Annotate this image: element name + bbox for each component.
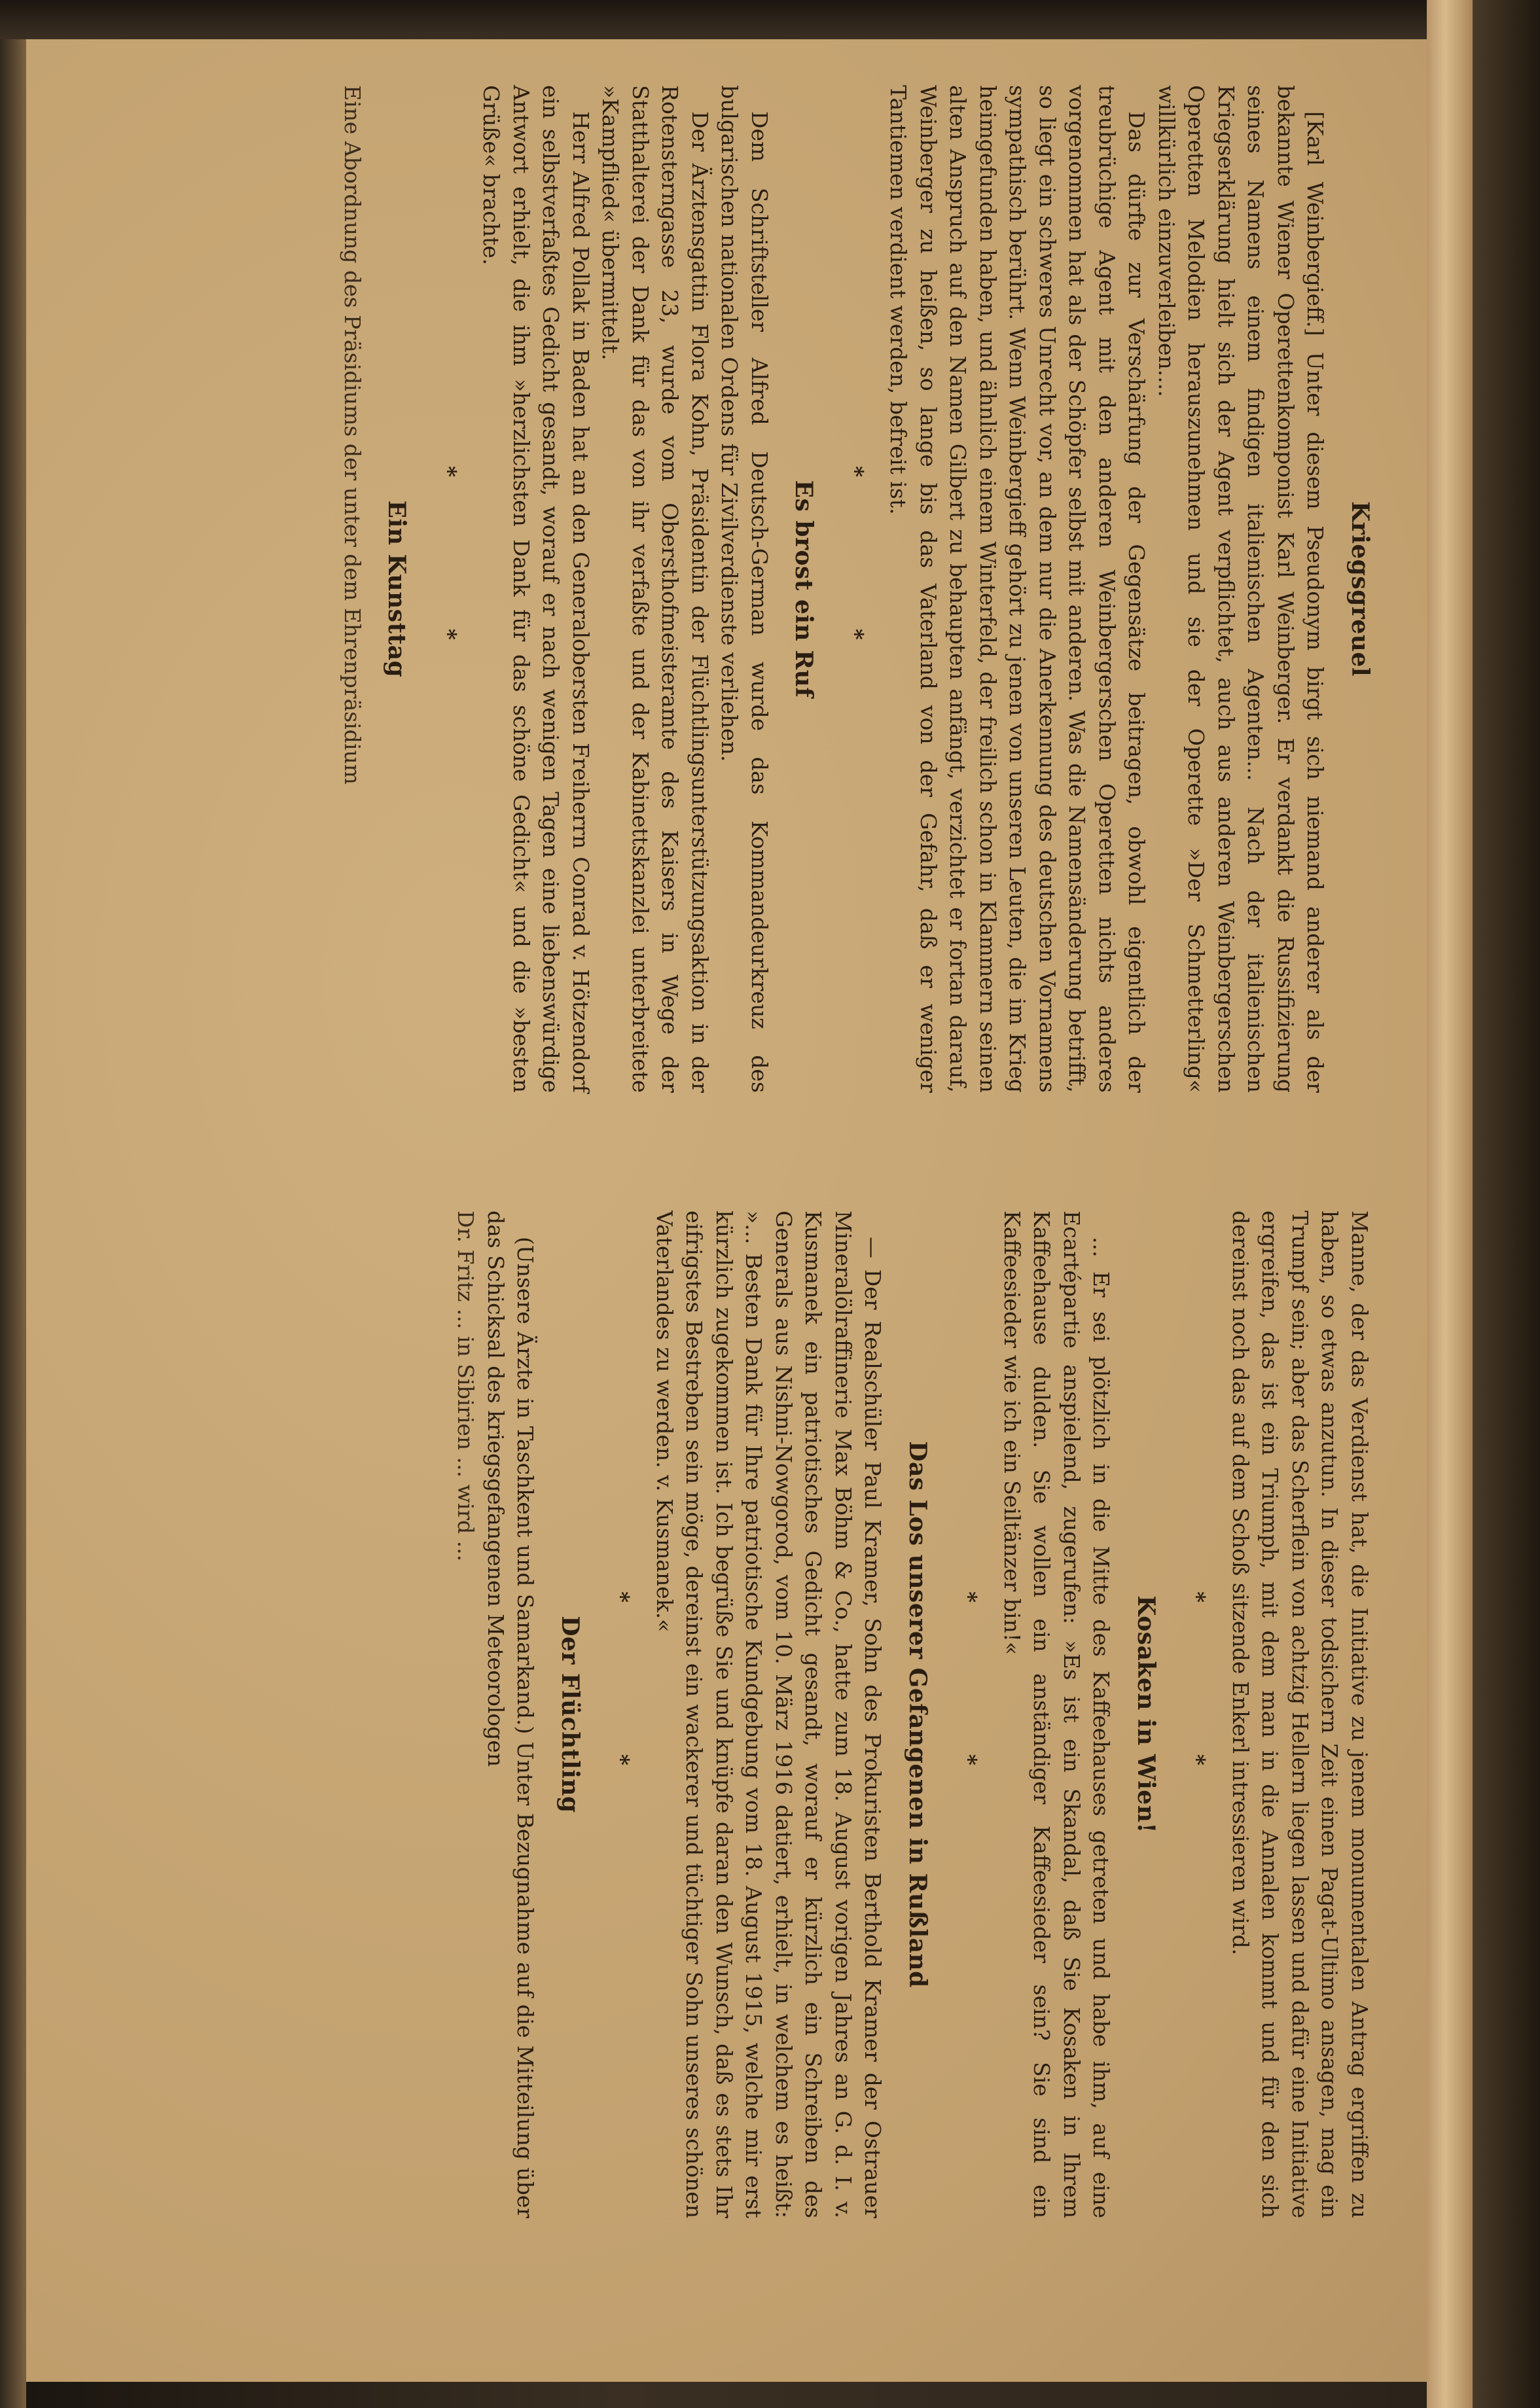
section-divider-stars: * * xyxy=(843,465,868,712)
heading-kosaken-in-wien: Kosaken in Wien! xyxy=(1132,1595,1160,1833)
paragraph: Eine Abordnung des Präsidiums der unter dem Ehrenpräsidium xyxy=(340,85,365,785)
section-divider-stars: * * xyxy=(436,465,461,712)
paragraph: Herr Alfred Pollak in Baden hat an den Generalobersten Freiherrn Conrad v. Hötzendorf ein selbstverfaßtes Gedicht gesandt, worauf er nach wenigen Tagen eine liebenswürdige Antwort erhielt, die ihm »herzlichsten Dank für das schöne Gedicht« und die »besten Grüße« brachte. xyxy=(478,85,594,1093)
paragraph: ... Er sei plötzlich in die Mitte des Kaffeehauses getreten und habe ihm, auf eine Ecartépartie anspielend, zugerufen: »Es ist ein Skandal, daß Sie Kosaken in Ihrem Kaffeehause dulden. Sie wollen ein anständiger Kaffeesieder sein? Sie sind ein Kaffeesieder wie ich ein Seiltänzer bin!« xyxy=(999,1211,1115,2218)
paragraph: Der Ärztensgattin Flora Kohn, Präsidentin der Flüchtlingsunterstützungsaktion in der Rotensterngasse 23, wurde vom Obersthofmeisteramte des Kaisers in Wege der Statthalterei der Dank für das von ihr verfaßte und der Kabinettskanzlei unterbreitete »Kampflied« übermittelt. xyxy=(598,85,713,1093)
page-right-edge xyxy=(1473,0,1540,2408)
section-divider-stars: * * xyxy=(956,1591,982,1837)
paragraph: Manne, der das Verdienst hat, die Initiative zu jenem monumentalen Antrag ergriffen zu haben, so etwas anzutun. In dieser todsichern Zeit einen Pagat-Ultimo ansagen, mag ein Trumpf sein; aber das Scherflein von achtzig Hellern liegen lassen und dafür eine Initiative ergreifen, das ist ein Triumph, mit dem man in die Annalen kommt und für den sich dereinst noch das auf dem Schoß sitzende Enkerl intressieren wird. xyxy=(1228,1211,1372,2218)
right-column xyxy=(26,1211,1374,2218)
heading-der-fluechtling: Der Flüchtling xyxy=(556,1616,584,1813)
paragraph: Dr. Fritz ... in Sibirien ... wird ... xyxy=(453,1211,479,1562)
paragraph: (Unsere Ärzte in Taschkent und Samarkand.) Unter Bezugnahme auf die Mitteilung über das Schicksal des kriegsgefangenen Meteorologen xyxy=(483,1211,539,2218)
page-fold xyxy=(1427,0,1473,2408)
paragraph: [Karl Weinbergieff.] Unter diesem Pseudonym birgt sich niemand anderer als der bekannte Wiener Operettenkomponist Karl Weinberger. Er verdankt die Russifizierung seines Namens einem findigen italienischen Agenten... Nach der italienischen Kriegserklärung hielt sich der Agent verpflichtet, auch aus anderen Weinbergerschen Operetten Melodien herauszunehmen und sie der Operette »Der Schmetterling« willkürlich einzuverleiben.... xyxy=(1154,85,1329,1093)
paragraph: Das dürfte zur Verschärfung der Gegensätze beitragen, obwohl eigentlich der treubrüchige Agent mit den anderen Weinbergerschen Operetten nichts anderes vorgenommen hat als der Schöpfer selbst mit anderen. Was die Namensänderung betrifft, so liegt ein schweres Unrecht vor, an dem nur die Anerkennung des deutschen Vornamens sympathisch berührt. Wenn Weinbergieff gehört zu jenen von unseren Leuten, die im Krieg heimgefunden haben, und ähnlich einem Winterfeld, der freilich schon in Klammern seinen alten Anspruch auf den Namen Gilbert zu behaupten anfängt, verzichtet er fortan darauf, Weinberger zu heißen, so lange bis das Vaterland von der Gefahr, daß er weniger Tantiemen verdient werden, befreit ist. xyxy=(886,85,1150,1093)
section-divider-stars: * * xyxy=(1185,1591,1211,1837)
section-divider-stars: * * xyxy=(609,1591,635,1837)
paragraph: — Der Realschüler Paul Kramer, Sohn des Prokuristen Berthold Kramer der Ostrauer Mineralölraffinerie Max Böhm & Co., hatte zum 18. August vorigen Jahres an G. d. I. v. Kusmanek ein patriotisches Gedicht gesandt, worauf er kürzlich ein Schreiben des Generals aus Nishni-Nowgorod, vom 10. März 1916 datiert, erhielt, in welchem es heißt: »... Besten Dank für Ihre patriotische Kundgebung vom 18. August 1915, welche mir erst kürzlich zugekommen ist. Ich begrüße Sie und knüpfe daran den Wunsch, daß es stets Ihr eifrigstes Bestreben sein möge, dereinst ein wackerer und tüchtiger Sohn unseres schönen Vaterlandes zu werden. v. Kusmanek.« xyxy=(652,1211,886,2218)
heading-das-los-unserer-gefangenen: Das Los unserer Gefangenen in Rußland xyxy=(904,1441,931,1988)
left-column xyxy=(26,85,1374,1093)
page-left-edge xyxy=(0,0,26,2408)
paragraph: Dem Schriftsteller Alfred Deutsch-German wurde das Kommandeurkreuz des bulgarischen nationalen Ordens für Zivilverdienste verliehen. xyxy=(717,85,772,1093)
heading-ein-kunsttag: Ein Kunsttag xyxy=(383,500,411,678)
heading-es-brost-ein-ruf: Es brost ein Ruf xyxy=(790,480,818,698)
heading-kriegsgreuel: Kriegsgreuel xyxy=(1346,501,1374,677)
rotated-text-page xyxy=(26,85,1374,2323)
page-top-edge xyxy=(0,0,1479,39)
